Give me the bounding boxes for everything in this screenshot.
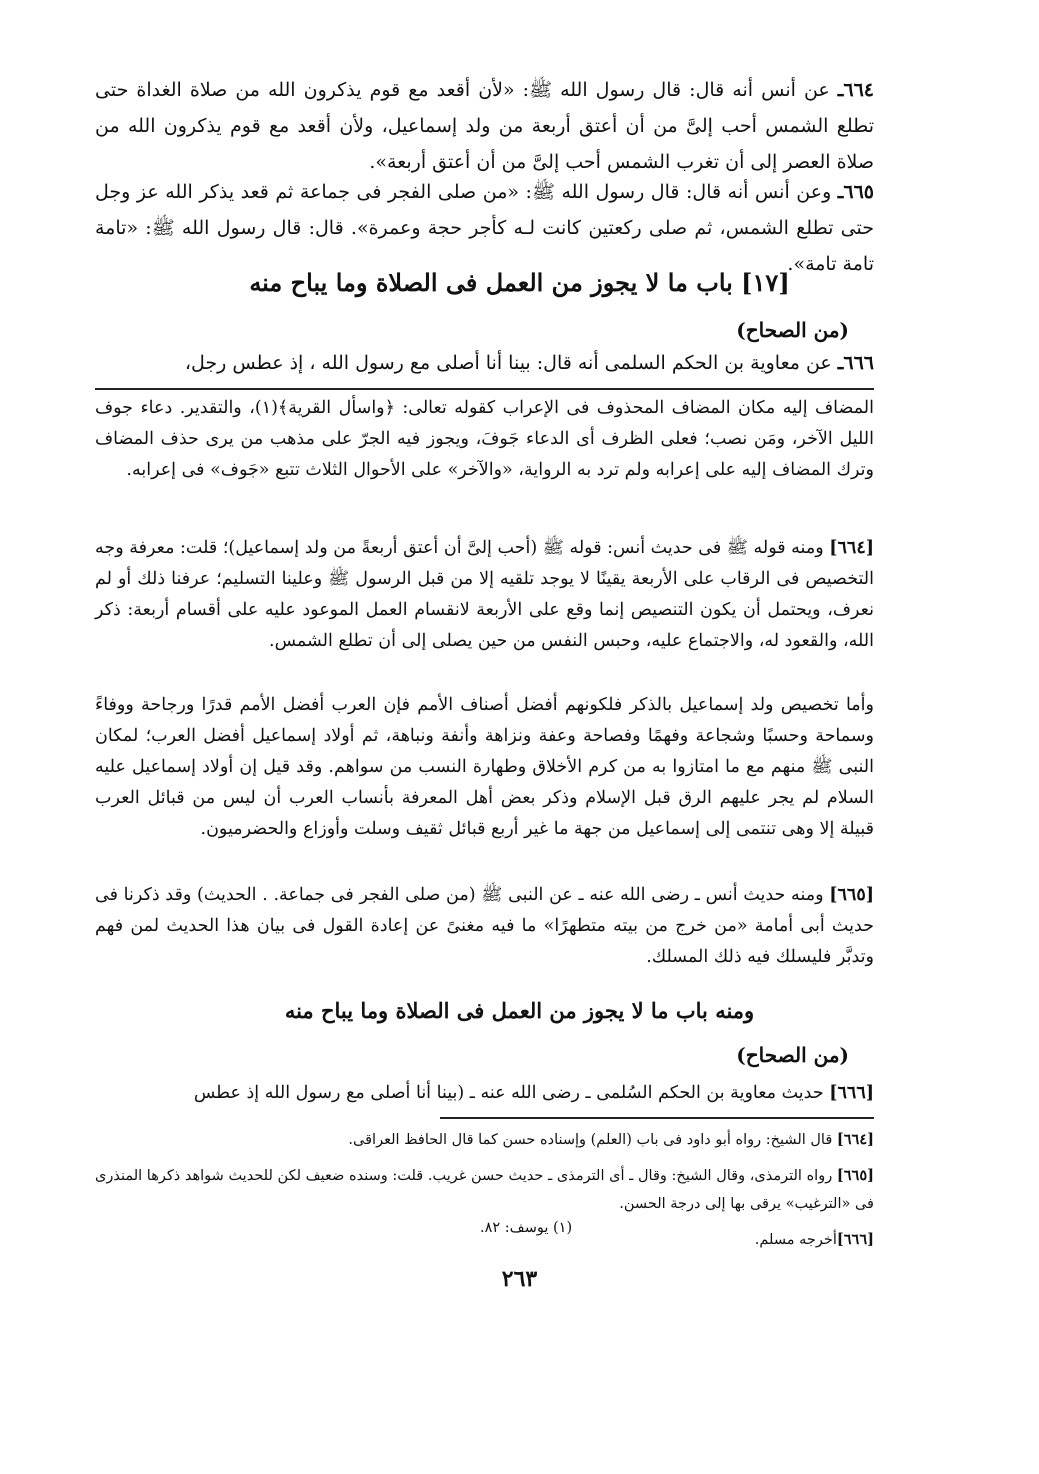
commentary-text: حديث معاوية بن الحكم السُلمى ـ رضى الله عنه ـ (بينا أنا أصلى مع رسول الله إذ عطس [193,1083,830,1103]
commentary-ref: [٦٦٦] [829,1083,874,1103]
chapter-title: [١٧] باب ما لا يجوز من العمل فى الصلاة وما يباح منه [249,268,790,297]
footnote-ref: [٦٦٤] [836,1131,874,1148]
commentary-664-para2: وأما تخصيص ولد إسماعيل بالذكر فلكونهم أفضل أصناف الأمم فإن العرب أفضل الأمم قدرًا ورجاحة ووفاءً وسماحة وحسبًا وشجاعة وفهمًا وفصاحة وعفة ونزاهة وأنفة ونباهة، ثم أولاد إسماعيل أفضل العرب؛ لمكان النبى ﷺ منهم مع ما امتازوا به من كرم الأخلاق وطهارة النسب من سواهم. وقد قيل إن أولاد إسماعيل عليه السلام لم يجر عليهم الرق قبل الإسلام وذكر بعض أهل المعرفة بأنساب العرب أن ليس من قبائل العرب قبيلة إلا وهى تنتمى إلى إسماعيل من جهة ما غير أربع قبائل ثقيف وسلت وأوزاع والحضرميون. [95,695,874,839]
footnote-text: أخرجه مسلم. [754,1232,837,1248]
hadith-number: ٦٦٥ـ [837,181,874,203]
hadith-664 [95,72,874,180]
hadith-text: وعن أنس أنه قال: قال رسول الله ﷺ: «من صلى الفجر فى جماعة ثم قعد يذكر الله عز وجل حتى تطلع الشمس، ثم صلى ركعتين كانت لـه كأجر حجة وعمرة». قال: قال رسول الله ﷺ: «تامة تامة تامة». [95,181,874,275]
commentary-666 [95,1078,874,1109]
footnote-ref: [٦٦٦] [836,1231,874,1248]
separator-line [95,388,874,390]
footnote-text: رواه الترمذى، وقال الشيخ: وقال ـ أى الترمذى ـ حديث حسن غريب. قلت: وسنده ضعيف لكن للحديث شواهد ذكرها المنذرى فى «الترغيب» يرقى بها إلى درجة الحسن. [95,1168,874,1212]
commentary-664 [95,533,874,657]
commentary-intro: المضاف إليه مكان المضاف المحذوف فى الإعراب كقوله تعالى: ﴿واسأل القرية﴾(١)، والتقدير. دعاء جوف الليل الآخر، ومَن نصب؛ فعلى الظرف أى الدعاء جَوفَ، ويجوز فيه الجرّ على مذهب من يرى حذف المضاف وترك المضاف إليه على إعرابه ولم ترد به الرواية، «والآخر» على الأحوال الثلاث تتبع «جَوف» فى إعرابه. [95,398,875,480]
page-number: ٢٦٣ [501,1266,538,1292]
commentary-section-label: (من الصحاح) [736,1043,849,1067]
commentary-ref: [٦٦٥] [829,885,874,905]
commentary-text: ومنه قوله ﷺ فى حديث أنس: قوله ﷺ (أحب إلىَّ أن أعتق أربعةً من ولد إسماعيل)؛ قلت: معرفة وجه التخصيص فى الرقاب على الأربعة يقينًا لا يوجد تلقيه إلا من قبل الرسول ﷺ وعلينا التسليم؛ عرفنا ذلك أو لم نعرف، ويحتمل أن يكون التنصيص إنما وقع على الأربعة لانقسام العمل الموعود عليه على أقسام أربعة: ذكر الله، والقعود له، والاجتماع عليه، وحبس النفس من حين يصلى إلى أن تطلع الشمس. [95,538,874,651]
commentary-text: ومنه حديث أنس ـ رضى الله عنه ـ عن النبى ﷺ (من صلى الفجر فى جماعة. . الحديث) وقد ذكرنا فى حديث أبى أمامة «من خرج من بيته متطهرًا» ما فيه مغنىً عن إعادة القول فى بيان هذا الحديث لمن فهم وتدبَّر فليسلك فيه ذلك المسلك. [95,885,874,967]
section-label: (من الصحاح) [736,318,849,342]
quran-footnote: (١) يوسف: ٨٢. [480,1220,573,1236]
hadith-number: ٦٦٤ـ [837,79,874,101]
commentary-665 [95,880,874,973]
footnote-ref: [٦٦٥] [836,1167,874,1184]
hadith-number: ٦٦٦ـ [837,352,874,374]
footnote-separator [440,1117,874,1119]
footnote-text: قال الشيخ: رواه أبو داود فى باب (العلم) وإسناده حسن كما قال الحافظ العراقى. [348,1132,837,1148]
hadith-666 [95,345,874,381]
commentary-chapter-title: ومنه باب ما لا يجوز من العمل فى الصلاة وما يباح منه [284,998,755,1023]
hadith-text: عن معاوية بن الحكم السلمى أنه قال: بينا أنا أصلى مع رسول الله ، إذ عطس رجل، [184,352,838,374]
hadith-text: عن أنس أنه قال: قال رسول الله ﷺ: «لأن أقعد مع قوم يذكرون الله من صلاة الغداة حتى تطلع الشمس أحب إلىَّ من أن أعتق أربعة من ولد إسماعيل، ولأن أقعد مع قوم يذكرون الله من صلاة العصر إلى أن تغرب الشمس أحب إلىَّ من أن أعتق أربعة». [95,79,874,173]
footnote-665 [95,1162,874,1218]
footnote-664 [95,1126,874,1154]
hadith-665 [95,174,874,282]
commentary-ref: [٦٦٤] [829,538,874,558]
